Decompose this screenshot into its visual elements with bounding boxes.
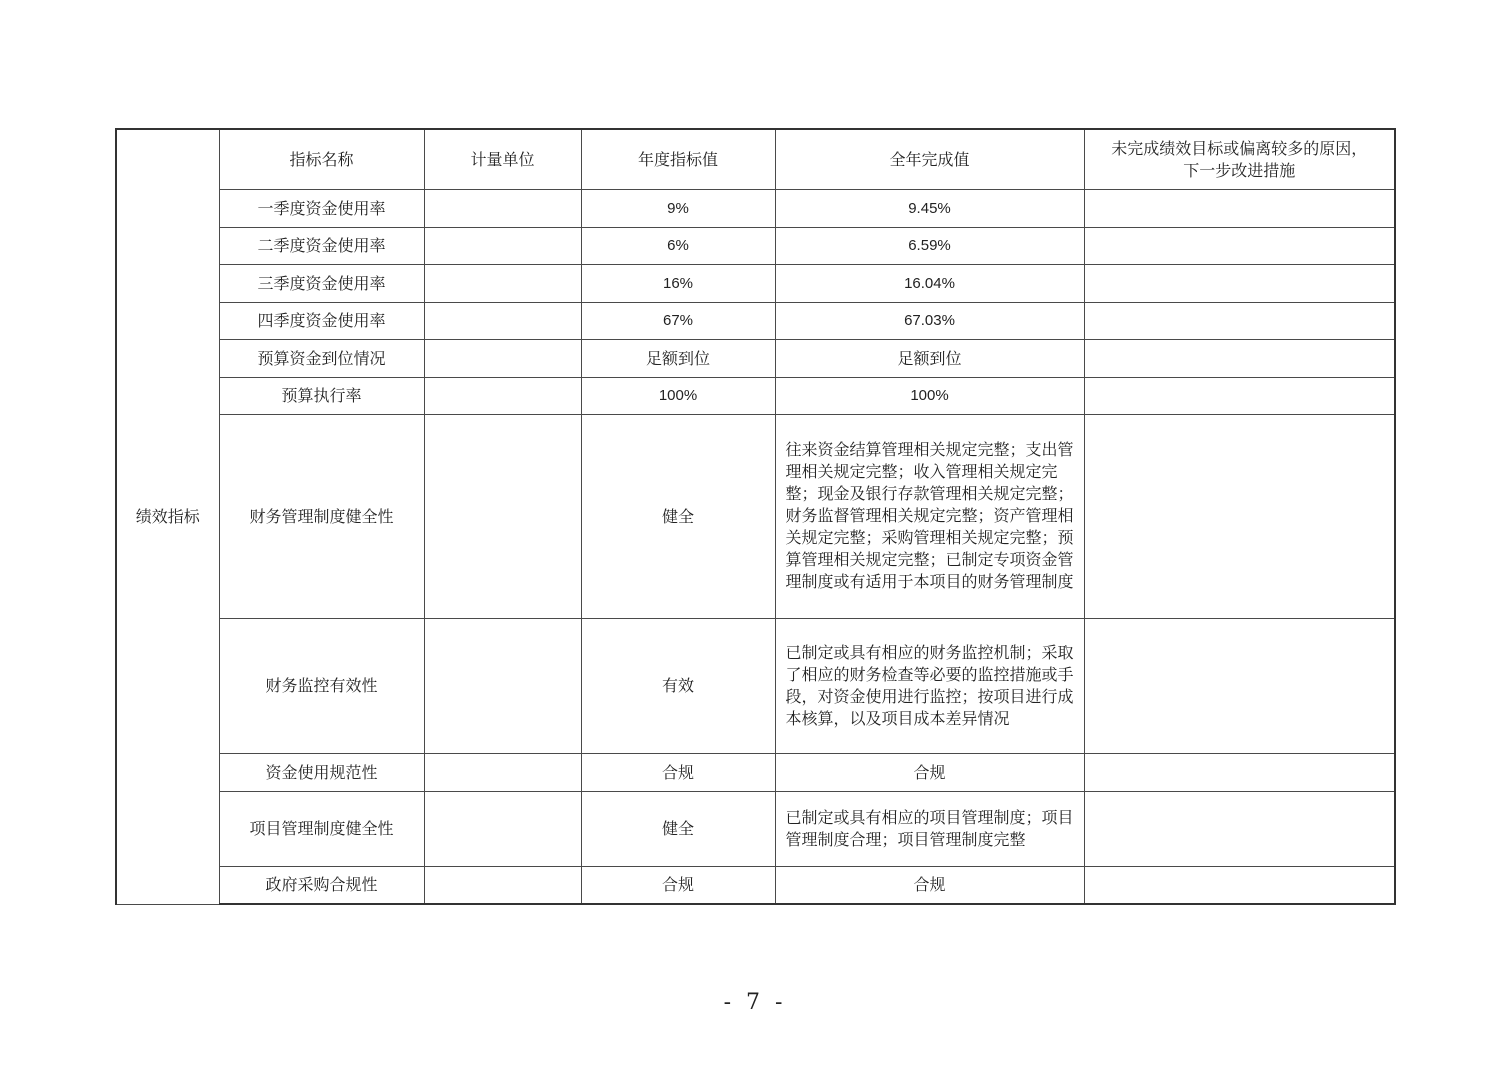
indicator-reason [1084,753,1395,791]
indicator-unit [424,866,581,904]
indicator-reason [1084,866,1395,904]
indicator-unit [424,753,581,791]
table-row [116,753,1395,791]
table-row [116,227,1395,264]
header-reason-line2: 下一步改进措施 [1183,161,1296,180]
indicator-target: 67% [581,302,775,339]
indicator-name: 政府采购合规性 [219,866,424,904]
header-row [116,129,1395,189]
indicator-actual: 9.45% [775,189,1084,227]
indicator-target: 健全 [581,414,775,618]
indicator-reason [1084,618,1395,753]
header-actual: 全年完成值 [775,129,1084,189]
table-row [116,339,1395,377]
indicator-actual: 已制定或具有相应的项目管理制度；项目管理制度合理；项目管理制度完整 [775,791,1084,866]
indicator-reason [1084,264,1395,302]
indicator-target: 有效 [581,618,775,753]
indicator-reason [1084,227,1395,264]
indicator-reason [1084,377,1395,414]
indicator-reason [1084,189,1395,227]
indicator-actual: 6.59% [775,227,1084,264]
indicator-actual: 合规 [775,866,1084,904]
table-row [116,189,1395,227]
table-row [116,414,1395,618]
indicator-unit [424,791,581,866]
indicator-target: 6% [581,227,775,264]
performance-indicator-table [115,128,1396,905]
indicator-target: 合规 [581,866,775,904]
indicator-target: 健全 [581,791,775,866]
table-row [116,791,1395,866]
page-number: - 7 - [723,990,787,1015]
indicator-actual: 足额到位 [775,339,1084,377]
header-reason-line1: 未完成绩效目标或偏离较多的原因， [1111,139,1368,158]
indicator-name: 四季度资金使用率 [219,302,424,339]
table-row [116,302,1395,339]
table-row [116,264,1395,302]
indicator-name: 项目管理制度健全性 [219,791,424,866]
table-row [116,618,1395,753]
indicator-actual: 已制定或具有相应的财务监控机制；采取了相应的财务检查等必要的监控措施或手段，对资金使用进行监控；按项目进行成本核算，以及项目成本差异情况 [775,618,1084,753]
header-name: 指标名称 [219,129,424,189]
header-target: 年度指标值 [581,129,775,189]
indicator-actual: 100% [775,377,1084,414]
indicator-unit [424,189,581,227]
indicator-actual: 合规 [775,753,1084,791]
indicator-name: 预算执行率 [219,377,424,414]
indicator-name: 三季度资金使用率 [219,264,424,302]
indicator-actual: 往来资金结算管理相关规定完整；支出管理相关规定完整；收入管理相关规定完整；现金及银行存款管理相关规定完整；财务监督管理相关规定完整；资产管理相关规定完整；采购管理相关规定完整；预算管理相关规定完整；已制定专项资金管理制度或有适用于本项目的财务管理制度 [775,414,1084,618]
indicator-unit [424,302,581,339]
indicator-reason [1084,302,1395,339]
indicator-reason [1084,339,1395,377]
indicator-unit [424,377,581,414]
indicator-name: 一季度资金使用率 [219,189,424,227]
category-cell: 绩效指标 [116,129,219,904]
table-row [116,377,1395,414]
indicator-target: 16% [581,264,775,302]
indicator-unit [424,618,581,753]
indicator-name: 资金使用规范性 [219,753,424,791]
indicator-unit [424,227,581,264]
indicator-target: 合规 [581,753,775,791]
indicator-target: 9% [581,189,775,227]
indicator-target: 足额到位 [581,339,775,377]
table-row [116,866,1395,904]
indicator-name: 预算资金到位情况 [219,339,424,377]
indicator-actual: 67.03% [775,302,1084,339]
indicator-reason [1084,791,1395,866]
indicator-target: 100% [581,377,775,414]
indicator-actual: 16.04% [775,264,1084,302]
indicator-unit [424,264,581,302]
indicator-name: 财务监控有效性 [219,618,424,753]
header-reason [1084,129,1395,189]
indicator-name: 二季度资金使用率 [219,227,424,264]
indicator-reason [1084,414,1395,618]
indicator-name: 财务管理制度健全性 [219,414,424,618]
indicator-unit [424,414,581,618]
indicator-unit [424,339,581,377]
header-unit: 计量单位 [424,129,581,189]
